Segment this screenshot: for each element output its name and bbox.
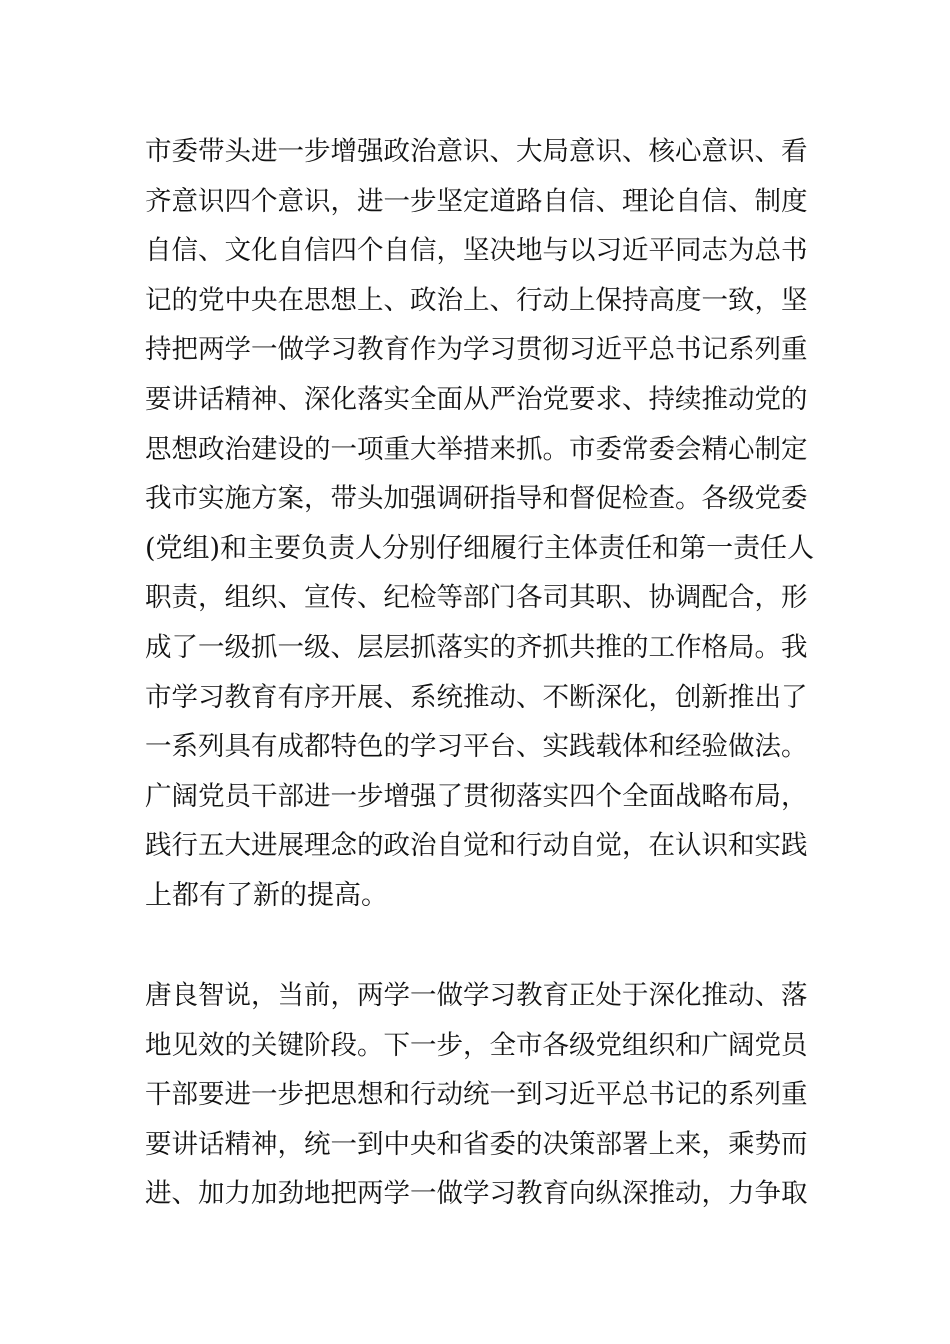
text-line: 我市实施方案，带头加强调研指导和督促检查。各级党委: [145, 483, 808, 515]
paragraph-2: [145, 971, 815, 1219]
text-line: 职责，组织、宣传、纪检等部门各司其职、协调配合，形: [145, 582, 808, 614]
text-line: 市委带头进一步增强政治意识、大局意识、核心意识、看: [145, 136, 808, 167]
text-line: 市学习教育有序开展、系统推动、不断深化，创新推出了: [145, 681, 808, 713]
text-line: 要讲话精神，统一到中央和省委的决策部署上来，乘势而: [145, 1128, 808, 1160]
text-line: 要讲话精神、深化落实全面从严治党要求、持续推动党的: [145, 383, 808, 415]
text-line: 记的党中央在思想上、政治上、行动上保持高度一致，坚: [145, 284, 808, 316]
text-line: 齐意识四个意识，进一步坚定道路自信、理论自信、制度: [145, 185, 808, 217]
text-line: 自信、文化自信四个自信，坚决地与以习近平同志为总书: [145, 235, 808, 267]
text-line: 进、加力加劲地把两学一做学习教育向纵深推动，力争取: [145, 1178, 808, 1210]
text-line: 地见效的关键阶段。下一步，全市各级党组织和广阔党员: [145, 1029, 808, 1061]
text-line: 上都有了新的提高。: [145, 879, 388, 911]
text-line: 思想政治建设的一项重大举措来抓。市委常委会精心制定: [145, 433, 808, 465]
paragraph-1: [145, 127, 815, 921]
text-line: 成了一级抓一级、层层抓落实的齐抓共推的工作格局。我: [145, 631, 808, 663]
text-line: 践行五大进展理念的政治自觉和行动自觉，在认识和实践: [145, 830, 808, 862]
text-line: (党组)和主要负责人分别仔细履行主体责任和第一责任人: [145, 532, 815, 564]
text-line: 持把两学一做学习教育作为学习贯彻习近平总书记系列重: [145, 334, 808, 366]
text-line: 广阔党员干部进一步增强了贯彻落实四个全面战略布局，: [145, 780, 808, 812]
text-line: 干部要进一步把思想和行动统一到习近平总书记的系列重: [145, 1079, 808, 1111]
text-line: 唐良智说，当前，两学一做学习教育正处于深化推动、落: [145, 980, 808, 1011]
text-line: 一系列具有成都特色的学习平台、实践载体和经验做法。: [145, 731, 808, 763]
